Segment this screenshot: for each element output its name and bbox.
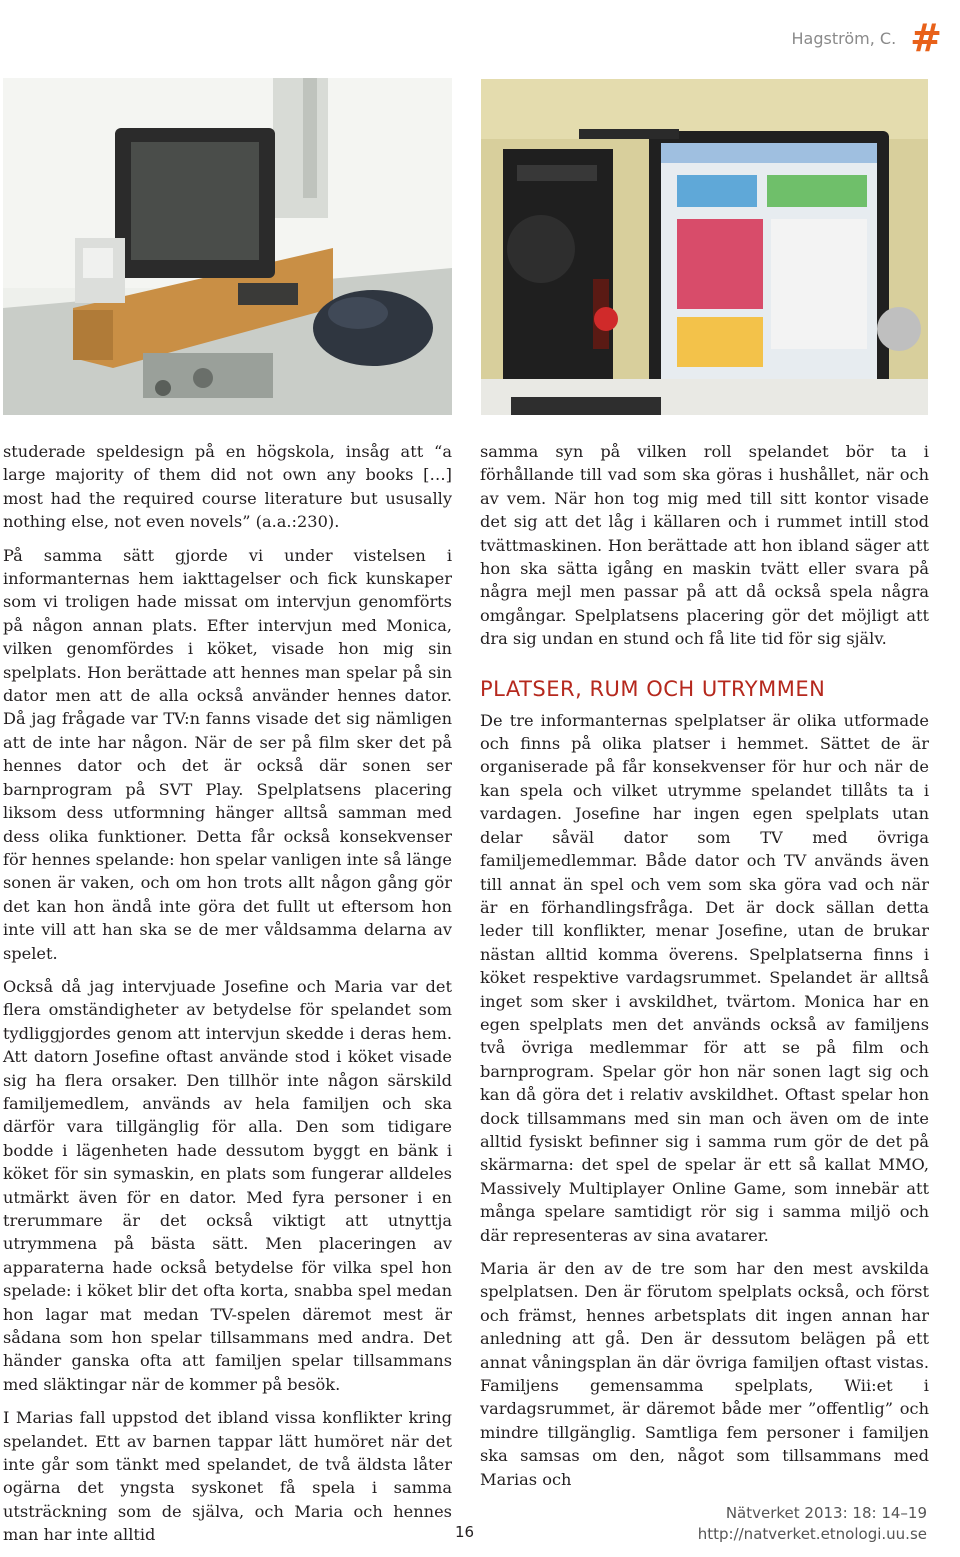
photo-tv-stand bbox=[3, 78, 452, 415]
photo-computer-desk bbox=[481, 79, 928, 415]
section-heading: PLATSER, RUM OCH UTRYMMEN bbox=[480, 676, 826, 701]
body-paragraph: Maria är den av de tre som har den mest avskilda spelplatsen. Den är förutom spelplats också, och först och främst, hennes arbetsplats dit ingen annan har anledning att gå. Den är dessutom belägen på ett annat våningsplan än där övriga familjen oftast vistas. Familjens gemensamma spelplats, Wii:et i vardagsrummet, är däremot både mer ”offentlig” och mindre tillgänglig. Samtliga fem personer i familjen ska samsas om den, något som tillsammans med Marias och bbox=[480, 1259, 929, 1489]
author-name: Hagström, C. bbox=[791, 28, 897, 48]
page-number: 16 bbox=[455, 1523, 475, 1541]
running-header bbox=[792, 18, 942, 58]
body-paragraph: samma syn på vilken roll spelandet bör ta i förhållande till vad som ska göras i hushållet, när och av vem. När hon tog mig med till sitt kontor visade det sig att det låg i källaren och i rummet intill stod tvättmaskinen. Hon berättade att hon ibland säger att hon ska sätta igång en maskin tvätt eller svara på några mejl men passar på att då också spela några omgångar. Spelplatsens placering gör det möjligt att dra sig undan en stund och få lite tid för sig själv. bbox=[480, 442, 929, 649]
journal-info bbox=[698, 1503, 927, 1545]
hash-logo-icon: # bbox=[910, 16, 942, 60]
body-paragraph: I Marias fall uppstod det ibland vissa konflikter kring spelandet. Ett av barnen tappar lätt humöret när det inte går som tänkt med spelandet, de två äldsta låter ogärna det yngsta syskonet få spela i samma utsträckning som de själva, och Maria och hennes man har inte alltid bbox=[3, 1408, 452, 1545]
journal-url: http://natverket.etnologi.uu.se bbox=[697, 1525, 927, 1543]
body-paragraph: Också då jag intervjuade Josefine och Maria var det flera omständigheter av betydelse för spelandet som tydliggjordes genom att intervjun skedde i deras hem. Att datorn Josefine oftast använde stod i köket visade sig ha flera orsaker. Den tillhör inte någon särskild familjemedlem, används av hela familjen och ska därför vara tillgänglig för alla. Den som tidigare bodde i lägenheten hade dessutom byggt en bänk i köket för sin symaskin, en plats som fungerar alldeles utmärkt även för en dator. Med fyra personer i en trerummare är det också viktigt att utnyttja utrymmena på bästa sätt. Men placeringen av apparaterna hade också betydelse för vilka spel hon spelade: i köket blir det ofta korta, snabba spel medan hon lagar mat medan TV-spelen däremot mest är sådana som hon spelar tillsammans med andra. Det händer ganska ofta att familjen spelar tillsammans med släktingar när de kommer på besök. bbox=[3, 976, 452, 1394]
body-paragraph: studerade speldesign på en högskola, insåg att “a large majority of them did not own any books […] most had the required course literature but ususally nothing else, not even novels” (a.a.:230). bbox=[3, 442, 452, 532]
journal-citation: Nätverket 2013: 18: 14–19 bbox=[725, 1504, 927, 1522]
body-paragraph: De tre informanternas spelplatser är olika utformade och finns på olika platser i hemmet. Sättet de är organiserade på får konsekvenser för hur och när de kan spela och vilket utrymme spelandet tillåts ta i vardagen. Josefine har ingen egen spelplats utan delar såväl dator som TV med övriga familjemedlemmar. Både dator och TV används även till annat än spel och vem som ska göra vad och när är en förhandlingsfråga. Det är dock sällan detta leder till konflikter, menar Josefine, utan de brukar nästan alltid komma överens. Spelplatserna finns i köket respektive vardagsrummet. Spelandet är alltså inget som sker i avskildhet, tvärtom. Monica har en egen spelplats men det används också av familjens två övriga medlemmar för att se på film och barnprogram. Spelar gör hon när sonen lagt sig och kan då göra det i relativ avskildhet. Oftast spelar hon dock tillsammans med sin man och även om de inte alltid fysiskt befinner sig i samma rum gör de det på skärmarna: det spel de spelar är ett så kallat MMO, Massively Multiplayer Online Game, som innebär att många spelare samtidigt rör sig i samma miljö och där representeras av sina avatarer. bbox=[480, 710, 929, 1245]
left-text-column bbox=[3, 440, 452, 1557]
right-text-column bbox=[480, 440, 929, 1501]
body-paragraph: På samma sätt gjorde vi under vistelsen i informanternas hem iakttagelser och fick kunskaper som vi troligen hade missat om intervjun genomförts på någon annan plats. Efter intervjun med Monica, vilken genomfördes i köket, visade hon mig sin spelplats. Hon berättade att hennes man spelar på sin dator men att de alla också använder hennes dator. Då jag frågade var TV:n fanns visade det sig nämligen att de inte har någon. När de ser på film sker det på hennes dator och det är också där sonen ser barnprogram på SVT Play. Spelplatsens placering liksom dess utformning hänger alltså samman med dess olika funktioner. Detta får också konsekvenser för hennes spelande: hon spelar vanligen inte så länge sonen är vaken, och om hon trots allt någon gång gör det kan hon ändå inte göra det fullt ut eftersom hon inte vill att han ska se de mer våldsamma delarna av spelet. bbox=[3, 545, 452, 963]
